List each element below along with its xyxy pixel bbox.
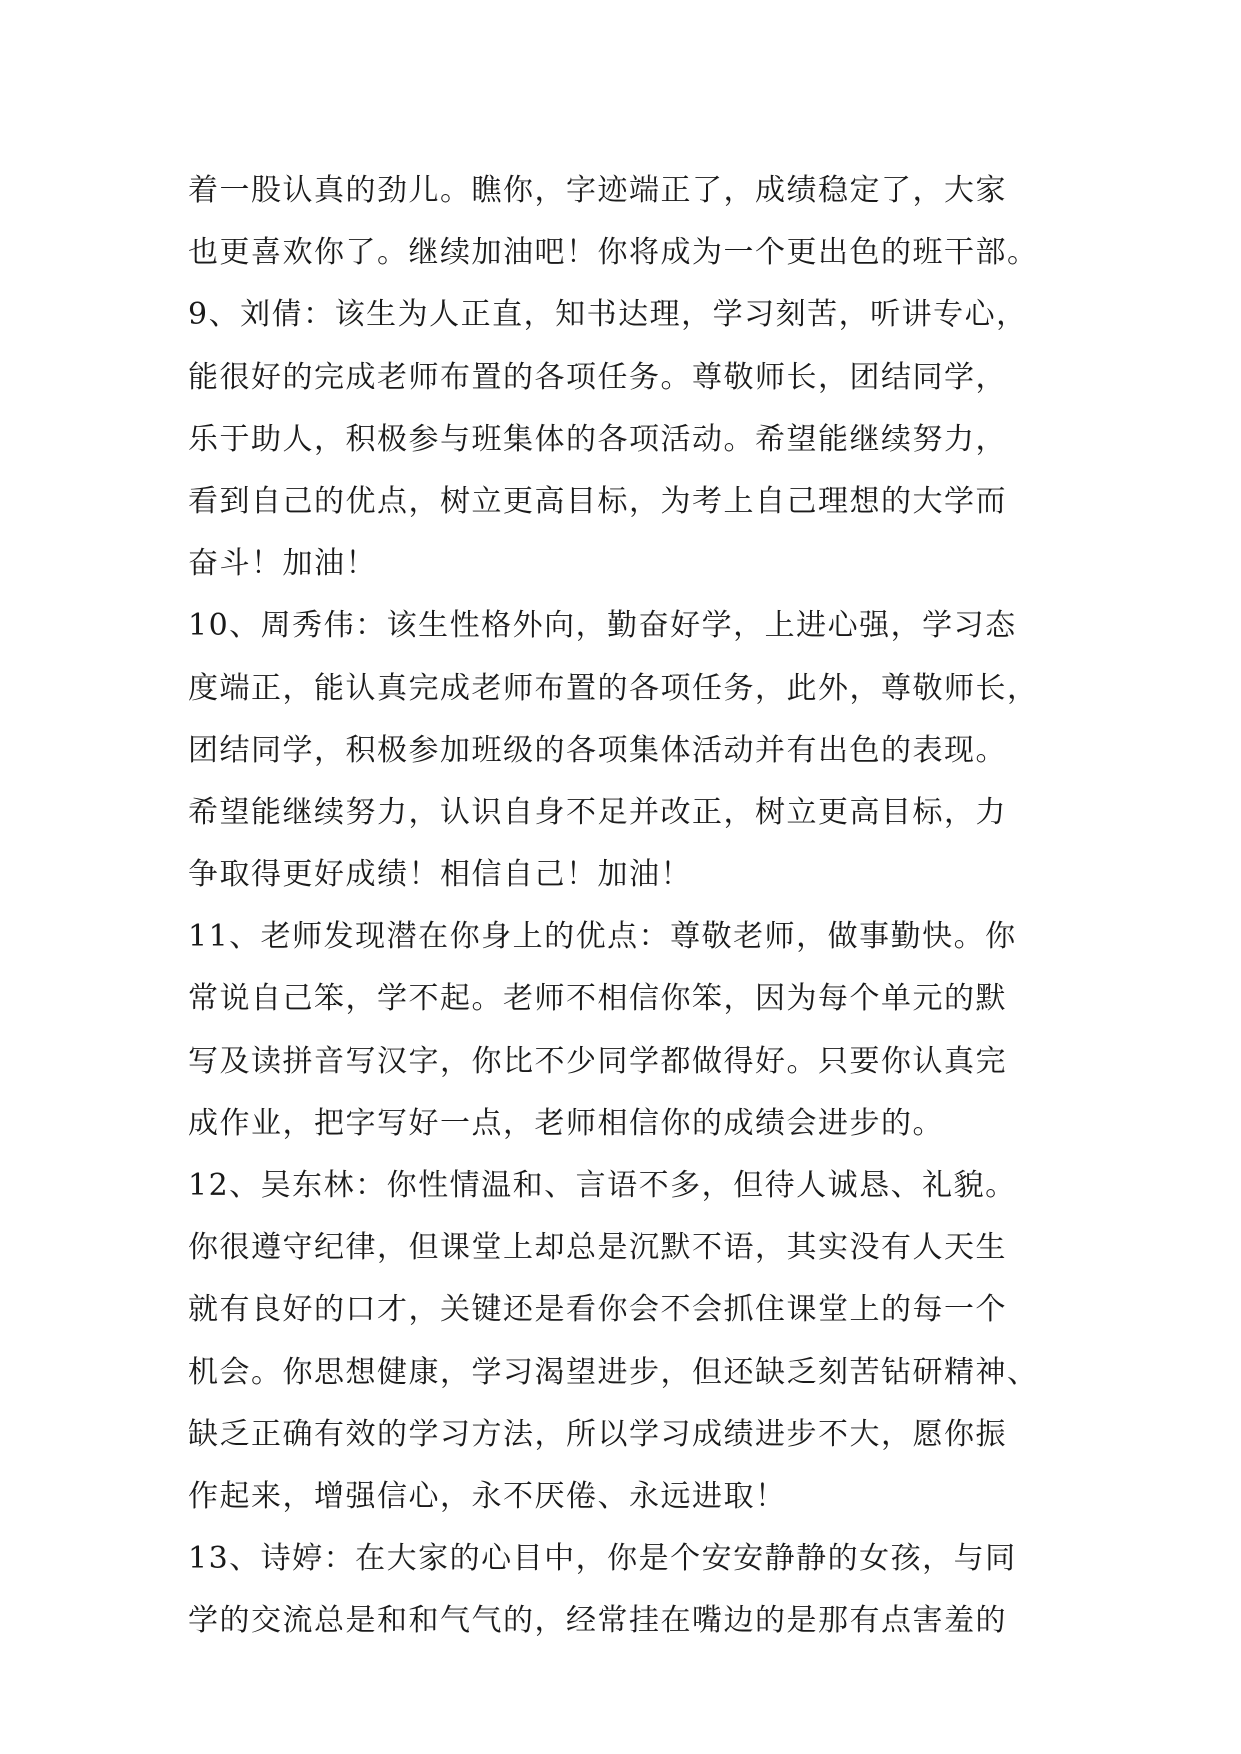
text-line: 缺乏正确有效的学习方法，所以学习成绩进步不大，愿你振 [188,1416,1007,1452]
text-line: 13、诗婷：在大家的心目中，你是个安安静静的女孩，与同 [188,1541,1017,1577]
text-line: 着一股认真的劲儿。瞧你，字迹端正了，成绩稳定了，大家 [188,173,1007,208]
text-line: 11、老师发现潜在你身上的优点：尊敬老师，做事勤快。你 [188,919,1017,955]
text-line: 9、刘倩：该生为人正直，知书达理，学习刻苦，听讲专心， [188,297,1028,333]
text-line: 团结同学，积极参加班级的各项集体活动并有出色的表现。 [188,732,1007,768]
text-line: 度端正，能认真完成老师布置的各项任务，此外，尊敬师长， [188,670,1039,706]
text-line: 你很遵守纪律，但课堂上却总是沉默不语，其实没有人天生 [188,1230,1007,1266]
text-line: 能很好的完成老师布置的各项任务。尊敬师长，团结同学， [188,359,1007,395]
text-line: 就有良好的口才，关键还是看你会不会抓住课堂上的每一个 [188,1292,1007,1328]
text-line: 学的交流总是和和气气的，经常挂在嘴边的是那有点害羞的 [188,1603,1007,1639]
body-text [188,160,1088,1653]
text-line: 机会。你思想健康，学习渴望进步，但还缺乏刻苦钻研精神、 [188,1354,1039,1390]
text-line: 10、周秀伟：该生性格外向，勤奋好学，上进心强，学习态 [188,608,1017,644]
text-line: 争取得更好成绩！相信自己！加油！ [188,857,692,893]
text-line: 希望能继续努力，认识自身不足并改正，树立更高目标，力 [188,794,1007,830]
text-line: 写及读拼音写汉字，你比不少同学都做得好。只要你认真完 [188,1043,1007,1079]
text-line: 看到自己的优点，树立更高目标，为考上自己理想的大学而 [188,483,1007,519]
text-line: 成作业，把字写好一点，老师相信你的成绩会进步的。 [188,1105,944,1141]
text-line: 常说自己笨，学不起。老师不相信你笨，因为每个单元的默 [188,981,1007,1017]
text-line: 乐于助人，积极参与班集体的各项活动。希望能继续努力， [188,421,1007,457]
text-line: 12、吴东林：你性情温和、言语不多，但待人诚恳、礼貌。 [188,1168,1017,1203]
text-line: 也更喜欢你了。继续加油吧！你将成为一个更出色的班干部。 [188,235,1039,271]
text-line: 作起来，增强信心，永不厌倦、永远进取！ [188,1478,787,1514]
text-line: 奋斗！加油！ [188,546,377,582]
